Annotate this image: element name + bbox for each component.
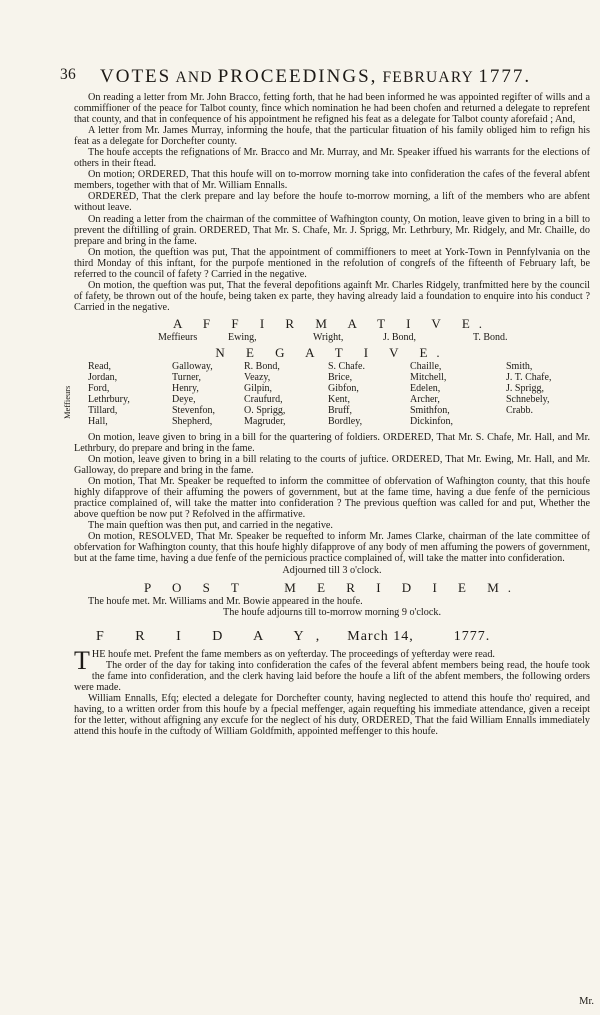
adjourned-line: Adjourned till 3 o'clock. xyxy=(282,564,382,576)
affirmative-messieurs: Meffieurs xyxy=(158,331,198,343)
paragraph: The order of the day for taking into confideration the cafes of the feveral abfent members being read, the houfe took the fame into confideration, and the clerk having laid before the houfe a lift of the abfent members, the following orders were made. xyxy=(74,659,590,693)
negative-name: Shepherd, xyxy=(172,416,213,428)
negative-name: Archer, xyxy=(410,394,440,406)
paragraph: The houfe accepts the refignations of Mr. Bracco and Mr. Murray, and Mr. Speaker iffued his warrants for the elections of others in their ftead. xyxy=(74,147,590,170)
negative-name: Gibfon, xyxy=(328,383,359,395)
affirmative-name: Ewing, xyxy=(228,331,257,343)
paragraph: ORDERED, That the clerk prepare and lay before the houfe to-morrow morning, a lift of the members who are abfent without leave. xyxy=(74,191,590,214)
negative-name: Edelen, xyxy=(410,383,441,395)
negative-column xyxy=(244,361,286,428)
title-votes: VOTES xyxy=(100,66,172,87)
page-body xyxy=(62,92,590,737)
title-month: FEBRUARY xyxy=(382,69,474,86)
paragraph: On motion, That Mr. Speaker be requefted to inform the committee of obfervation of Wafhington county, that this houfe highly difapprove of their affuming the powers of government, but at the fame time, having a due fenfe of the pernicious practice complained of, will take the matter into confideration ? The previous queftion was called for and put, Whether the above queftion be now put ? Refolved in the affirmative. xyxy=(74,476,590,521)
negative-name: Hall, xyxy=(88,416,108,428)
catchword: Mr. xyxy=(579,996,594,1007)
negative-name: Turner, xyxy=(172,372,201,384)
friday-year: 1777. xyxy=(453,628,491,644)
negative-column xyxy=(506,361,551,416)
paragraph: On motion; ORDERED, That this houfe will on to-morrow morning take into confideration the cafes of the feveral abfent members, together with that of Mr. William Ennalls. xyxy=(74,169,590,192)
negative-name: J. Sprigg, xyxy=(506,383,545,395)
friday-day: F R I D A Y, xyxy=(96,628,334,644)
negative-column xyxy=(172,361,215,428)
page-header xyxy=(60,66,580,92)
pm-line: The houfe met. Mr. Williams and Mr. Bowie appeared in the houfe. xyxy=(88,595,363,607)
negative-name: Veazy, xyxy=(244,372,271,384)
paragraph: A letter from Mr. James Murray, informing the houfe, that the particular fituation of his family obliged him to refign his feat as a delegate for Dorchefter county. xyxy=(74,125,590,148)
affirmative-heading: A F F I R M A T I V E. xyxy=(172,315,492,331)
paragraph: On motion, leave given to bring in a bill for the quartering of foldiers. ORDERED, That Mr. S. Chafe, Mr. Hall, and Mr. Lethrbury, do prepare and bring in the fame. xyxy=(74,431,590,454)
negative-name: Tillard, xyxy=(88,405,118,417)
pm-line: The houfe adjourns till to-morrow morning 9 o'clock. xyxy=(223,606,441,618)
paragraph: William Ennalls, Efq; elected a delegate for Dorchefter county, having neglected to attend this houfe tho' required, and having, to a written order from this houfe by a fpecial meffenger, again requefting his immediate attendance, given a receipt for the letter, without affigning any excufe for the neglect of his duty, ORDERED, That the faid William Ennalls immediately attend this houfe in the cuftody of William Goldfmith, appointed meffenger to this houfe. xyxy=(74,692,590,737)
negative-name: S. Chafe. xyxy=(328,360,365,372)
negative-column xyxy=(88,361,130,428)
negative-name: Ford, xyxy=(88,383,110,395)
affirmative-name: T. Bond. xyxy=(473,331,508,343)
negative-heading: N E G A T I V E. xyxy=(215,344,449,360)
drop-cap: T xyxy=(74,645,90,675)
paragraph: On reading a letter from the chairman of the committee of Wafhington county, On motion, leave given to bring in a bill to prevent the diftilling of grain. ORDERED, That Mr. S. Chafe, Mr. J. Sprigg, Mr. Lethrbury, Mr. Ridgely, and Mr. Chaille, do prepare and bring in the fame. xyxy=(74,213,590,247)
negative-name: Jordan, xyxy=(88,372,118,384)
affirmative-name: J. Bond, xyxy=(383,331,417,343)
paragraph: On reading a letter from Mr. John Bracco, fetting forth, that he had been informed he was appointed regifter of wills and a commiffioner of the peace for Talbot county, fince which nomination he had been chofen and returned a delegate to reprefent that county, and that in confequence of his appointment he refigned his feat as a delegate for Talbot county aforefaid ; And, xyxy=(74,92,590,126)
friday-heading xyxy=(96,628,590,645)
page-number: 36 xyxy=(60,66,77,83)
negative-name: Stevenfon, xyxy=(172,405,216,417)
negative-name: Bordley, xyxy=(328,416,363,428)
post-meridiem-heading: P O S T M E R I D I E M. xyxy=(143,579,521,595)
negative-name: Magruder, xyxy=(244,416,286,428)
paragraph: The main queftion was then put, and carried in the negative. xyxy=(88,520,333,532)
negative-name: Mitchell, xyxy=(410,372,447,384)
negative-name: Deye, xyxy=(172,394,196,406)
paragraph: On motion, leave given to bring in a bill relating to the courts of juftice. ORDERED, That Mr. Ewing, Mr. Hall, and Mr. Galloway, do prepare and bring in the fame. xyxy=(74,454,590,477)
negative-column xyxy=(410,361,453,428)
negative-name: Dickinfon, xyxy=(410,416,454,428)
friday-date: March 14, xyxy=(347,628,414,644)
friday-first-text: HE houfe met. Prefent the fame members as on yefterday. The proceedings of yefterday were read. xyxy=(91,648,495,660)
title-proceedings: PROCEEDINGS, xyxy=(217,66,378,87)
running-title xyxy=(100,66,531,88)
title-and: AND xyxy=(175,69,213,86)
negative-name: Smithfon, xyxy=(410,405,450,417)
negative-name: Brice, xyxy=(328,372,353,384)
friday-first-paragraph xyxy=(74,645,590,675)
paragraph: On motion, the queftion was put, That the appointment of commiffioners to meet at York-Town in Pennfylvania on the third Monday of this inftant, for the purpofe mentioned in the refolution of congrefs of the fifteenth of February laft, be referred to the council of fafety ? Carried in the negative. xyxy=(74,246,590,280)
negative-name: Chaille, xyxy=(410,360,442,372)
affirmative-names xyxy=(88,332,590,345)
negative-name: Galloway, xyxy=(172,360,213,372)
negative-name: Craufurd, xyxy=(244,394,283,406)
negative-name: R. Bond, xyxy=(244,360,280,372)
negative-name: Gilpin, xyxy=(244,383,273,395)
negative-messieurs: Meffieurs xyxy=(62,385,72,419)
negative-name: Smith, xyxy=(506,360,533,372)
negative-name: Lethrbury, xyxy=(88,394,130,406)
negative-name: Crabb. xyxy=(506,405,533,417)
negative-name: Kent, xyxy=(328,394,350,406)
negative-names xyxy=(62,360,590,429)
title-year: 1777. xyxy=(478,66,532,87)
negative-column xyxy=(328,361,365,428)
negative-name: Schnebely, xyxy=(506,394,550,406)
negative-name: Henry, xyxy=(172,383,199,395)
negative-name: Bruff, xyxy=(328,405,352,417)
paragraph: On motion, RESOLVED, That Mr. Speaker be requefted to inform Mr. James Clarke, chairman of the late committee of obfervation for Wafhington county, that this houfe highly difapprove of any body of men affuming the powers of government, but at the fame time, having a due fenfe of the pernicious practice complained of, will take the matter into confideration. xyxy=(74,531,590,565)
negative-name: J. T. Chafe, xyxy=(506,372,552,384)
negative-name: O. Sprigg, xyxy=(244,405,286,417)
paragraph: On motion, the queftion was put, That the feveral depofitions againft Mr. Charles Ridgely, tranfmitted here by the council of fafety, be thrown out of the houfe, being taken ex parte, they having already laid a foundation to enquire into his conduct ? Carried in the negative. xyxy=(74,279,590,313)
negative-name: Read, xyxy=(88,360,112,372)
affirmative-name: Wright, xyxy=(313,331,344,343)
